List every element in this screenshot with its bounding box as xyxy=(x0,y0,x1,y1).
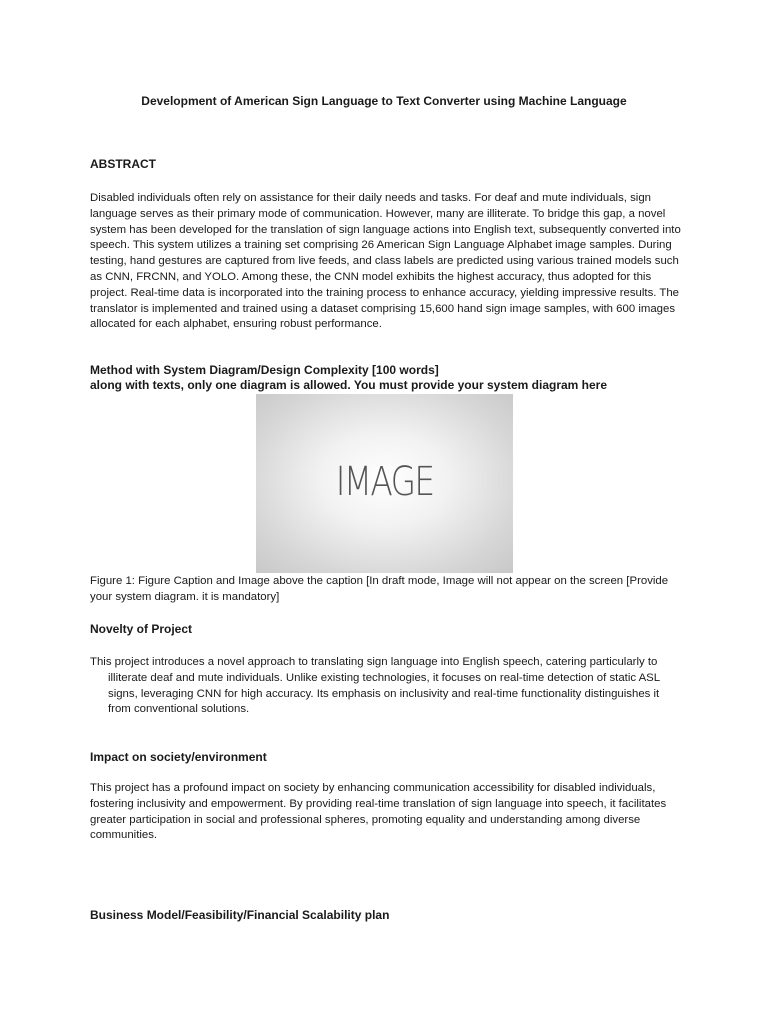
image-placeholder-label: IMAGE xyxy=(335,458,434,505)
figure-image-placeholder xyxy=(256,394,513,573)
method-heading-line-2: along with texts, only one diagram is allowed. You must provide your system diagram here xyxy=(90,378,608,392)
abstract-paragraph: Disabled individuals often rely on assistance for their daily needs and tasks. For deaf and mute individuals, sign language serves as their primary mode of communication. However, many are illiterate. To bridge this gap, a novel system has been developed for the translation of sign language actions into English text, subsequently converted into speech. This system utilizes a training set comprising 26 American Sign Language Alphabet image samples. During testing, hand gestures are captured from live feeds, and class labels are predicted using various trained models such as CNN, FRCNN, and YOLO. Among these, the CNN model exhibits the highest accuracy, thus adopted for this project. Real-time data is incorporated into the training process to enhance accuracy, yielding impressive results. The translator is implemented and trained using a dataset comprising 15,600 hand sign image samples, with 600 images allocated for each alphabet, ensuring robust performance. xyxy=(90,192,681,331)
method-heading xyxy=(90,363,690,393)
document-title: Development of American Sign Language to Text Converter using Machine Language xyxy=(141,94,627,108)
impact-paragraph: This project has a profound impact on society by enhancing communication accessibility for disabled individuals, fostering inclusivity and empowerment. By providing real-time translation of sign language into speech, it facilitates greater participation in social and professional spheres, promoting equality and understanding among diverse communities. xyxy=(90,782,667,842)
figure-caption: Figure 1: Figure Caption and Image above the caption [In draft mode, Image will not appear on the screen [Provide your system diagram. it is mandatory] xyxy=(90,575,669,603)
impact-heading: Impact on society/environment xyxy=(90,750,267,764)
novelty-heading: Novelty of Project xyxy=(90,622,193,636)
business-heading: Business Model/Feasibility/Financial Scalability plan xyxy=(90,908,390,922)
method-heading-line-1: Method with System Diagram/Design Complexity [100 words] xyxy=(90,363,439,377)
novelty-paragraph: This project introduces a novel approach to translating sign language into English speech, catering particularly to illiterate deaf and mute individuals. Unlike existing technologies, it focuses on real-time detection of static ASL signs, leveraging CNN for high accuracy. Its emphasis on inclusivity and real-time functionality distinguishes it from conventional solutions. xyxy=(90,656,660,716)
abstract-heading: ABSTRACT xyxy=(90,157,156,171)
